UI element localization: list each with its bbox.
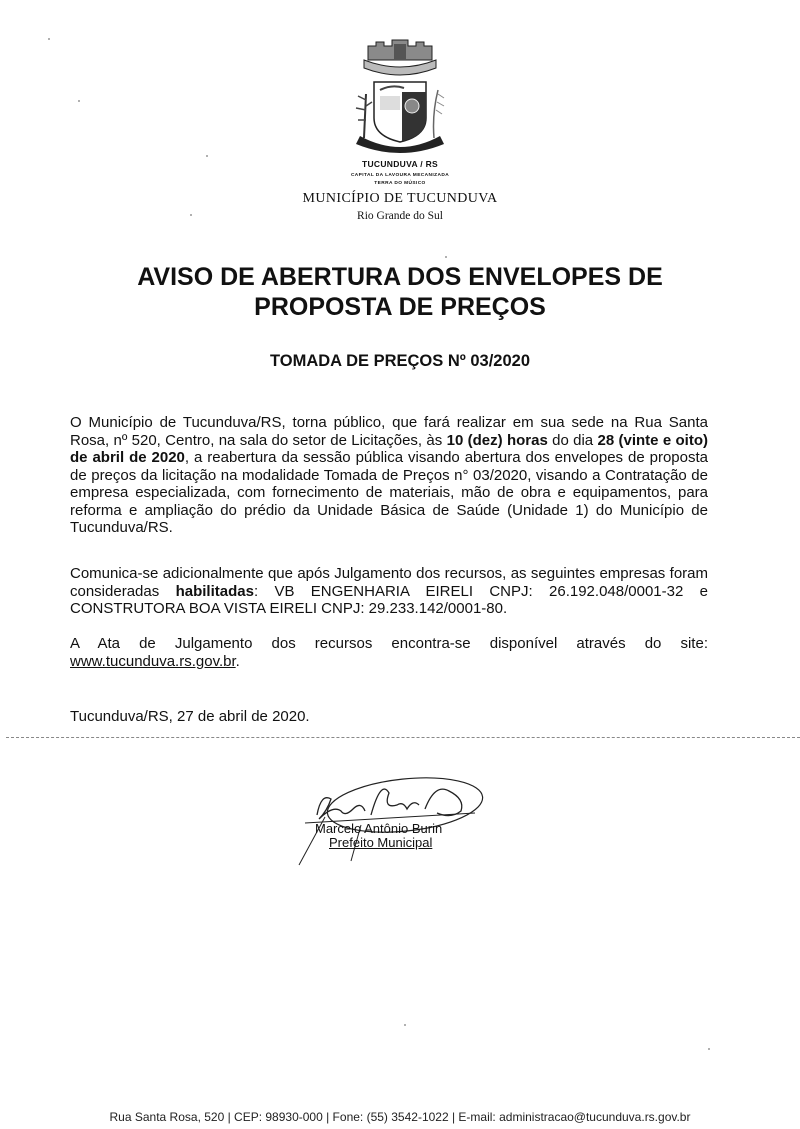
scan-speck <box>190 214 192 216</box>
signature-block <box>285 765 505 875</box>
signatory-role: Prefeito Municipal <box>329 835 433 850</box>
paragraph-opening-notice <box>70 414 708 537</box>
municipality-name: MUNICÍPIO DE TUCUNDUVA <box>302 191 498 206</box>
motto-line-2: TERRA DO MÚSICO <box>374 181 426 186</box>
paragraph-ata-availability <box>70 635 708 670</box>
text: do dia <box>547 431 598 449</box>
paragraph-qualified-companies <box>70 565 708 618</box>
signatory-name: Marcelo Antônio Burin <box>315 821 443 836</box>
scan-speck <box>206 155 208 157</box>
scan-speck <box>78 100 80 102</box>
text: : VB ENGENHARIA EIRELI CNPJ: 26.192.048/0001-32 e CONSTRUTORA BOA VISTA EIRELI CNPJ: 29.233.142/0001-80. <box>70 582 708 617</box>
document-title <box>0 262 800 322</box>
state-name: Rio Grande do Sul <box>357 210 443 222</box>
bold-time: 10 (dez) horas <box>446 431 548 449</box>
motto-line-1: CAPITAL DA LAVOURA MECANIZADA <box>350 173 450 178</box>
date-line: Tucunduva/RS, 27 de abril de 2020. <box>70 708 310 725</box>
footer-contact: Rua Santa Rosa, 520 | CEP: 98930-000 | Fone: (55) 3542-1022 | E-mail: administracao@tucunduva.rs.gov.br <box>109 1110 691 1124</box>
title-line-1: AVISO DE ABERTURA DOS ENVELOPES DE <box>137 263 663 291</box>
handwritten-signature-icon <box>285 765 505 875</box>
website-link[interactable]: www.tucunduva.rs.gov.br <box>70 652 236 670</box>
text: Comunica-se adicionalmente que após Julgamento dos recursos, as seguintes empresas foram consideradas <box>70 565 708 600</box>
bold-habilitadas: habilitadas <box>175 582 254 600</box>
text: O Município de Tucunduva/RS, torna público, que fará realizar em sua sede na Rua Santa Rosa, nº 520, Centro, na sala do setor de Licitações, às <box>70 414 708 449</box>
scan-speck <box>48 38 50 40</box>
coat-of-arms-icon <box>340 38 460 156</box>
scan-speck <box>404 1024 406 1026</box>
document-subtitle: TOMADA DE PREÇOS Nº 03/2020 <box>269 352 531 370</box>
city-label: TUCUNDUVA / RS <box>362 159 438 169</box>
text: . <box>235 652 240 670</box>
text: A Ata de Julgamento dos recursos encontra-se disponível através do site: <box>70 635 708 652</box>
divider <box>6 737 800 738</box>
text: , a reabertura da sessão pública visando abertura dos envelopes de proposta de preços da licitação na modalidade Tomada de Preços n° 03/2020, visando a Contratação de empresa especializada, com fornecimento de materiais, mão de obra e equipamentos, para reforma e ampliação do prédio da Unidade Básica de Saúde (Unidade 1) do Município de Tucunduva/RS. <box>70 449 708 536</box>
scan-speck <box>708 1048 710 1050</box>
scan-speck <box>445 256 447 258</box>
bold-date: 28 (vinte e oito) de abril de 2020 <box>70 431 708 466</box>
title-line-2: PROPOSTA DE PREÇOS <box>254 293 546 321</box>
